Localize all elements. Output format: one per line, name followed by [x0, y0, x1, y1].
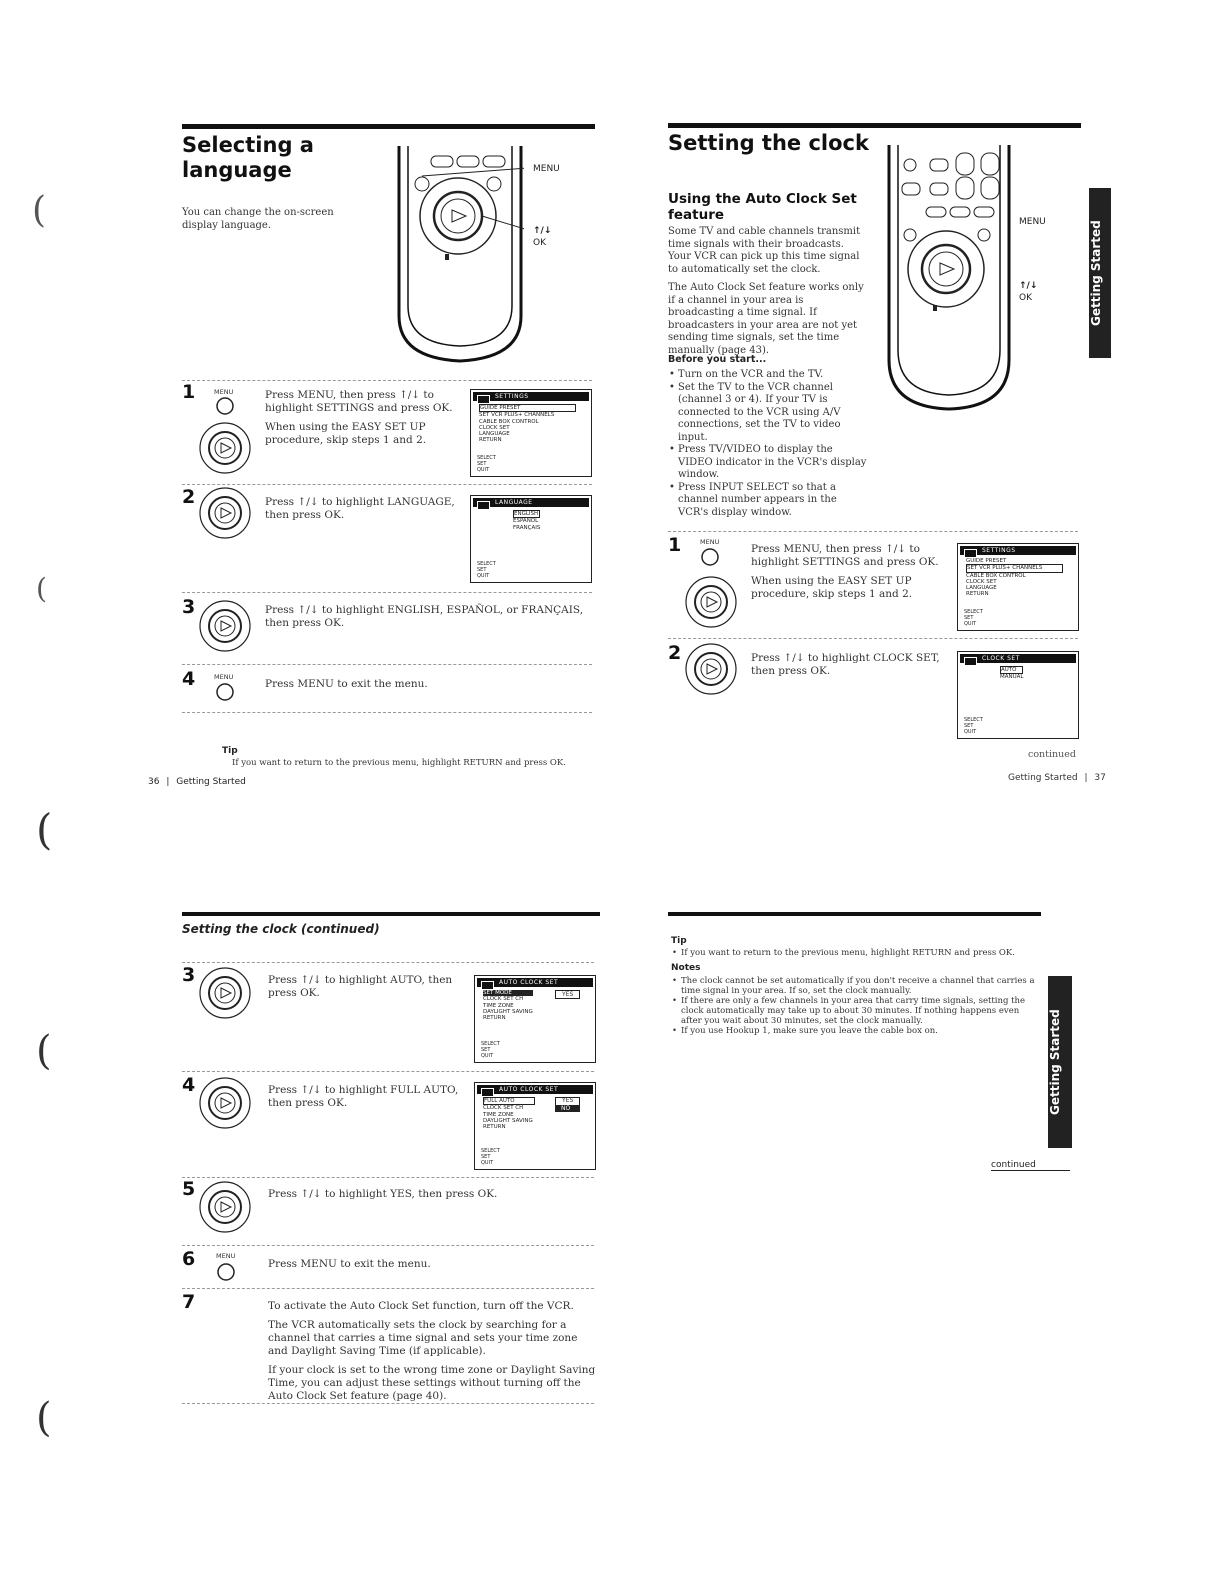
menu-item: LANGUAGE	[479, 431, 510, 438]
tip-heading: Tip	[222, 746, 238, 756]
menu-option: NO	[555, 1106, 580, 1113]
menu-item: CLOCK SET	[479, 424, 510, 431]
step-2-number: 2	[668, 642, 682, 664]
step-divider	[182, 1288, 594, 1289]
menu-item: TIME ZONE	[483, 1111, 514, 1118]
tip-list	[671, 948, 1041, 958]
menu-item: CLOCK SET CH	[483, 1105, 524, 1112]
menu-foot-item: SET	[477, 567, 487, 573]
page-number: 36	[148, 777, 160, 787]
binding-mark: (	[36, 1028, 52, 1074]
menu-item: CLOCK SET	[966, 578, 997, 585]
joystick-icon	[198, 1076, 252, 1130]
step-1-instruction: Press MENU, then press ↑/↓ to highlight SETTINGS and press OK.	[265, 389, 453, 414]
menu-item: SET VCR PLUS+ CHANNELS	[479, 412, 555, 419]
menu-foot-item: SET	[964, 615, 974, 621]
menu-item: LANGUAGE	[966, 585, 997, 592]
menu-item: GUIDE PRESET	[479, 404, 576, 412]
menu-foot-item: SET	[481, 1047, 491, 1053]
joystick-icon	[198, 421, 252, 475]
step-divider	[182, 1071, 594, 1072]
menu-foot-item: QUIT	[964, 621, 977, 627]
note-item: • The clock cannot be set automatically if you don't receive a channel that carries a time signal in your area. If so, set the clock manually.	[681, 976, 1041, 996]
section-tab: Getting Started	[1048, 976, 1072, 1148]
menu-item: DAYLIGHT SAVING	[483, 1117, 533, 1124]
remote-menu-label: MENU	[533, 164, 560, 174]
footer-section: Getting Started	[176, 777, 246, 787]
step-4-number: 4	[182, 668, 196, 690]
right-page-title: Setting the clock	[668, 131, 869, 155]
step-divider	[182, 1177, 594, 1178]
menu-button-icon	[700, 547, 720, 567]
step-1-number: 1	[182, 381, 196, 403]
step-1-text	[751, 543, 956, 607]
menu-foot-item: QUIT	[477, 467, 490, 473]
menu-item: MANUAL	[1000, 674, 1024, 681]
step-4-number: 4	[182, 1074, 196, 1096]
menu-foot-item: SELECT	[477, 455, 496, 461]
step-1-instruction: Press MENU, then press ↑/↓ to highlight SETTINGS and press OK.	[751, 543, 939, 568]
binding-mark: (	[32, 190, 47, 231]
notes-list	[671, 976, 1041, 1036]
menu-title: AUTO CLOCK SET	[499, 1086, 559, 1093]
note-item: • If you use Hookup 1, make sure you leave the cable box on.	[681, 1026, 1041, 1036]
step-3-number: 3	[182, 964, 196, 986]
section-tab: Getting Started	[1089, 188, 1111, 358]
menu-item: RETURN	[966, 591, 989, 598]
joystick-icon	[684, 642, 738, 696]
left-footer: 36 | Getting Started	[148, 777, 246, 787]
menu-item: FRANÇAIS	[513, 524, 541, 531]
binding-mark: (	[36, 572, 47, 605]
menu-foot-item: SET	[477, 461, 487, 467]
menu-button-icon	[215, 396, 235, 416]
menu-item: AUTO	[1000, 666, 1023, 674]
step-7-instruction: To activate the Auto Clock Set function, turn off the VCR.	[268, 1300, 574, 1312]
menu-title: SETTINGS	[982, 547, 1016, 554]
step-3-text: Press ↑/↓ to highlight AUTO, then press OK.	[268, 974, 453, 999]
continued-label: continued	[991, 1160, 1070, 1171]
subtitle	[668, 191, 857, 223]
menu-foot-item: SELECT	[964, 717, 983, 723]
menu-foot-item: QUIT	[481, 1053, 494, 1059]
menu-button-icon	[215, 682, 235, 702]
step-2-text: Press ↑/↓ to highlight CLOCK SET, then press OK.	[751, 652, 940, 677]
remote-arrows-label: ↑/↓	[1019, 281, 1038, 291]
remote-illustration	[886, 145, 1012, 413]
menu-icon	[481, 981, 494, 990]
menu-icon	[477, 395, 490, 404]
menu-foot-item: QUIT	[477, 573, 490, 579]
continued-heading: Setting the clock (continued)	[182, 922, 380, 936]
remote-menu-label: MENU	[1019, 217, 1046, 227]
step-divider	[182, 1245, 594, 1246]
menu-foot-item: SET	[964, 723, 974, 729]
step-3-text: Press ↑/↓ to highlight ENGLISH, ESPAÑOL, or FRANÇAIS, then press OK.	[265, 604, 584, 629]
step-5-number: 5	[182, 1178, 196, 1200]
menu-title: CLOCK SET	[982, 655, 1020, 662]
menu-icon	[964, 549, 977, 558]
remote-ok-label: OK	[1019, 293, 1032, 303]
step-7-text	[268, 1300, 596, 1409]
joystick-icon	[198, 966, 252, 1020]
menu-item: RETURN	[479, 437, 502, 444]
before-item: • Press TV/VIDEO to display the VIDEO indicator in the VCR's display window.	[678, 444, 868, 482]
step-divider	[668, 638, 1078, 639]
joystick-icon	[198, 486, 252, 540]
auto-clock-menu-screen	[474, 975, 596, 1063]
right-title-rule	[668, 123, 1081, 128]
menu-button-label: MENU	[700, 538, 720, 546]
menu-foot-item: SELECT	[964, 609, 983, 615]
menu-foot-item: SELECT	[477, 561, 496, 567]
menu-item: RETURN	[483, 1015, 506, 1022]
menu-option: YES	[555, 1097, 580, 1106]
before-item: • Press INPUT SELECT so that a channel number appears in the VCR's display window.	[678, 482, 868, 520]
notes-heading: Notes	[671, 963, 701, 973]
remote-illustration	[396, 146, 524, 371]
menu-item: SET MODE	[483, 990, 533, 996]
joystick-icon	[684, 575, 738, 629]
note-item: • If there are only a few channels in your area that carry time signals, setting the clock automatically may take up to about 30 minutes. If nothing happens even after you wait about 30 minutes, set the clock manually.	[681, 996, 1041, 1026]
menu-button-label: MENU	[214, 388, 234, 396]
step-4-text: Press MENU to exit the menu.	[265, 678, 428, 690]
step-divider	[182, 962, 594, 963]
title-line-2: language	[182, 158, 292, 182]
menu-button-label: MENU	[214, 673, 234, 681]
menu-foot-item: QUIT	[964, 729, 977, 735]
settings-menu-screen	[957, 543, 1079, 631]
step-6-text: Press MENU to exit the menu.	[268, 1258, 431, 1270]
joystick-icon	[198, 1180, 252, 1234]
binding-mark: (	[36, 805, 53, 854]
step-2-text: Press ↑/↓ to highlight LANGUAGE, then press OK.	[265, 496, 455, 521]
step-5-text: Press ↑/↓ to highlight YES, then press OK.	[268, 1188, 498, 1200]
menu-item: CABLE BOX CONTROL	[479, 418, 539, 425]
notes-section-rule	[668, 912, 1041, 916]
step-3-number: 3	[182, 596, 196, 618]
menu-item: TIME ZONE	[483, 1002, 514, 1009]
step-divider	[182, 380, 592, 381]
menu-foot-item: SELECT	[481, 1148, 500, 1154]
tip-text: If you want to return to the previous menu, highlight RETURN and press OK.	[232, 758, 566, 768]
menu-value	[555, 1097, 580, 1112]
left-title-rule	[182, 124, 595, 129]
menu-title: AUTO CLOCK SET	[499, 979, 559, 986]
menu-foot-item: QUIT	[481, 1160, 494, 1166]
step-4-text: Press ↑/↓ to highlight FULL AUTO, then press OK.	[268, 1084, 459, 1109]
right-footer: Getting Started | 37	[1008, 773, 1106, 783]
menu-item: SET VCR PLUS+ CHANNELS	[966, 564, 1063, 572]
menu-item: GUIDE PRESET	[966, 558, 1007, 564]
tip-heading: Tip	[671, 936, 687, 946]
menu-item: CABLE BOX CONTROL	[966, 572, 1026, 579]
menu-icon	[964, 657, 977, 666]
before-heading: Before you start...	[668, 354, 767, 365]
settings-menu-screen	[470, 389, 592, 477]
language-menu-screen	[470, 495, 592, 583]
step-divider	[182, 1403, 594, 1404]
menu-icon	[477, 501, 490, 510]
step-1-note: When using the EASY SET UP procedure, skip steps 1 and 2.	[265, 421, 427, 446]
step-7-number: 7	[182, 1291, 196, 1313]
footer-section: Getting Started	[1008, 773, 1078, 783]
step-divider	[182, 484, 592, 485]
right-para-2: The Auto Clock Set feature works only if a channel in your area is broadcasting a time signal. If broadcasters in your area are not yet sending time signals, set the time manually (page 43).	[668, 282, 864, 356]
step-7-paragraph: The VCR automatically sets the clock by searching for a channel that carries a time signal and sets your time zone and Daylight Saving Time (if applicable).	[268, 1319, 578, 1357]
menu-title: SETTINGS	[495, 393, 529, 400]
menu-item: ENGLISH	[513, 510, 540, 518]
step-6-number: 6	[182, 1248, 196, 1270]
auto-clock-menu-screen	[474, 1082, 596, 1170]
subtitle-line-1: Using the Auto Clock Set	[668, 191, 857, 207]
menu-foot-item: SELECT	[481, 1041, 500, 1047]
menu-button-icon	[216, 1262, 236, 1282]
menu-button-label: MENU	[216, 1252, 236, 1260]
before-list	[668, 369, 868, 519]
step-1-note: When using the EASY SET UP procedure, skip steps 1 and 2.	[751, 575, 913, 600]
step-divider	[182, 664, 592, 665]
left-page-title	[182, 133, 314, 183]
continued-label: continued	[1028, 749, 1076, 760]
clock-set-menu-screen	[957, 651, 1079, 739]
step-2-number: 2	[182, 486, 196, 508]
menu-item: CLOCK SET CH	[483, 996, 524, 1003]
menu-item: RETURN	[483, 1124, 506, 1131]
step-divider	[182, 712, 592, 713]
before-item: • Set the TV to the VCR channel (channel 3 or 4). If your TV is connected to the VCR using A/V connections, set the TV to video input.	[678, 382, 868, 445]
step-1-text	[265, 389, 470, 453]
title-line-1: Selecting a	[182, 133, 314, 157]
left-intro: You can change the on-screen display language.	[182, 207, 334, 231]
step-divider	[182, 592, 592, 593]
menu-value: YES	[555, 990, 580, 999]
joystick-icon	[198, 599, 252, 653]
step-7-paragraph: If your clock is set to the wrong time zone or Daylight Saving Time, you can adjust these settings without turning off the Auto Clock Set feature (page 40).	[268, 1364, 596, 1402]
menu-title: LANGUAGE	[495, 499, 533, 506]
menu-foot-item: SET	[481, 1154, 491, 1160]
menu-icon	[481, 1088, 494, 1097]
step-divider	[668, 531, 1078, 532]
page-number: 37	[1094, 773, 1106, 783]
continued-section-rule	[182, 912, 600, 916]
subtitle-line-2: feature	[668, 207, 725, 223]
menu-item: FULL AUTO	[483, 1097, 535, 1105]
binding-mark: (	[36, 1395, 52, 1441]
remote-arrows-label: ↑/↓	[533, 226, 552, 236]
right-para-1: Some TV and cable channels transmit time signals with their broadcasts. Your VCR can pick up this time signal to automatically set the clock.	[668, 226, 861, 275]
remote-ok-label: OK	[533, 238, 546, 248]
menu-item: DAYLIGHT SAVING	[483, 1008, 533, 1015]
before-item: • Turn on the VCR and the TV.	[678, 369, 868, 382]
tip-item: • If you want to return to the previous menu, highlight RETURN and press OK.	[681, 948, 1041, 958]
menu-item: ESPAÑOL	[513, 518, 539, 525]
step-1-number: 1	[668, 534, 682, 556]
